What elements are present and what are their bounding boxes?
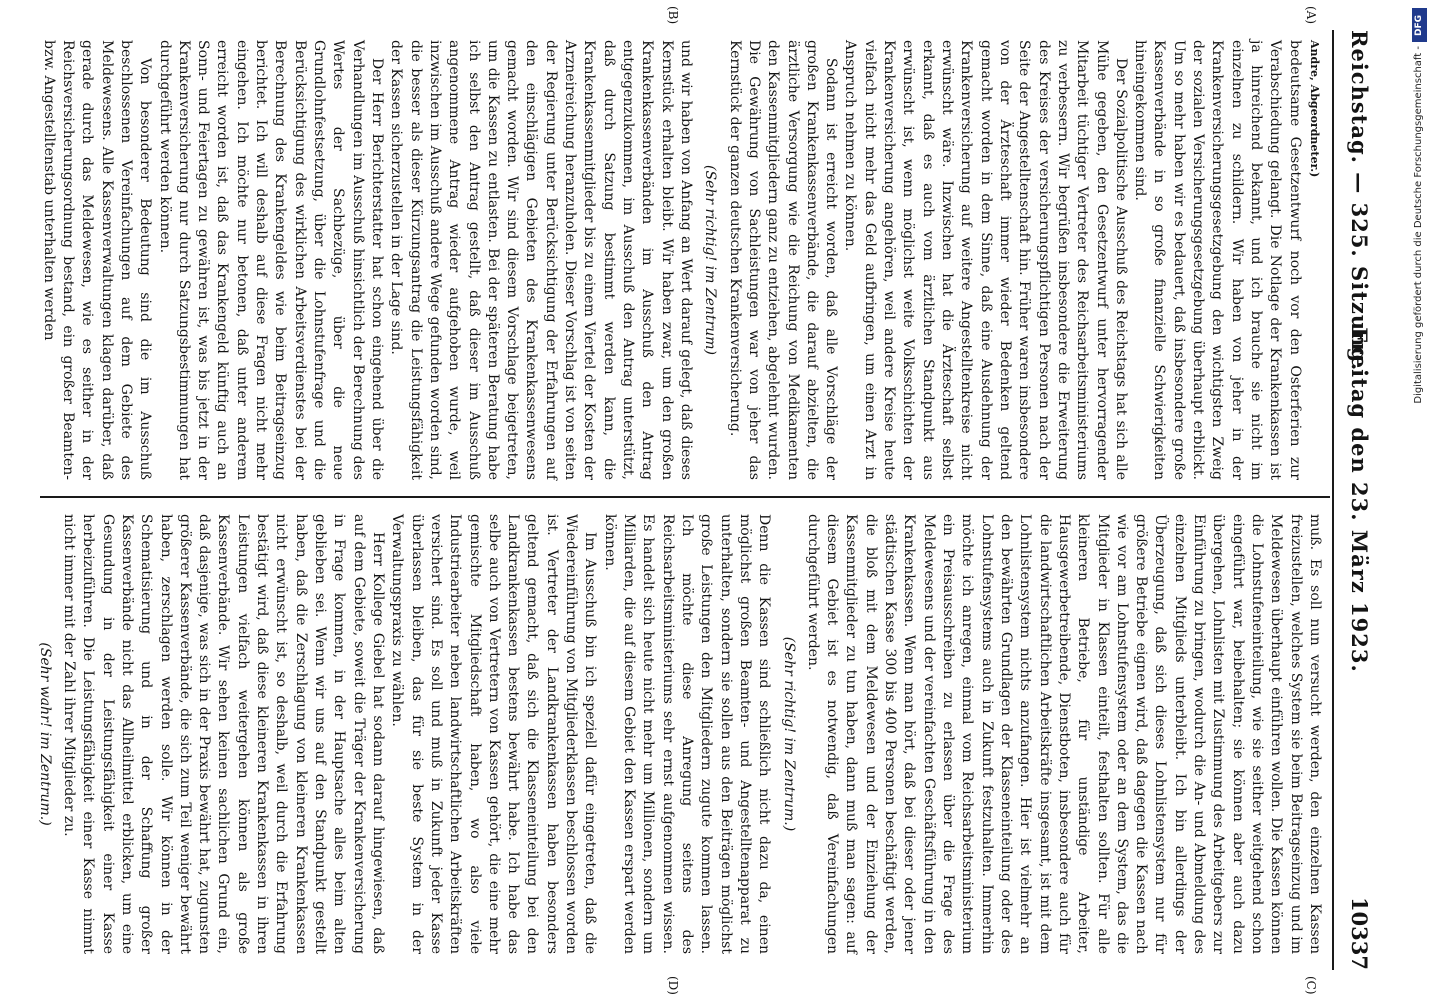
- credit-text: Digitalisierung gefördert durch die Deutsche Forschungsgemeinschaft -: [1413, 46, 1424, 404]
- paragraph: Der Herr Berichterstatter hat schon eingehend über die Verhandlungen im Ausschuß hinsichtlich der Berechnung des Wertes der Sachbezüge, über die neue Grundlohnfestsetzung, über die Lohnstufenfrage und die Berücksichtigung des wirklichen Arbeitsverdienstes bei der Berechnung des Krankengeldes wie beim Beitragseinzug berichtet. Ich will deshalb auf diese Fragen nicht mehr eingehen. Ich möchte nur betonen, daß unter anderem erreicht worden ist, daß das Krankengeld künftig auch an Sonn- und Feiertagen zu gewähren ist, was bis jetzt in der Krankenversicherung nur durch Satzungsbestimmungen hat durchgeführt werden können.: [156, 40, 385, 480]
- left-column: [38, 40, 1324, 480]
- margin-mark-c: (C): [1304, 976, 1318, 995]
- speaker-attribution: Andre, Abgeordneter.): [1308, 40, 1321, 178]
- paragraph: und wir haben von Anfang an Wert darauf gelegt, daß dieses Kernstück erhalten bleibt. Wir haben zwar, um den großen Krankenkassenverbänden im Ausschuß den Antrag entgegenzukommen, im Ausschuß den Antrag unterstützt, daß durch Satzung bestimmt werden kann, die Krankenkassenmitglieder bis zu einem Viertel der Kosten der Arzneireichung heranzuholen. Dieser Vorschlag ist von seiten der Regierung unter Berücksichtigung der Erfahrungen auf den einschlägigen Gebieten des Krankenkassenwesens gemacht worden. Wir sind diesem Vorschlage beigetreten, um die Kassen zu entlasten. Bei der späteren Beratung habe ich selbst den Antrag gestellt, daß dieser im Ausschuß angenommene Antrag wieder aufgehoben wurde, weil inzwischen im Ausschuß andere Wege gefunden worden sind, die besser als dieser Kürzungsantrag die Leistungsfähigkeit der Kassen sicherzustellen in der Lage sind.: [388, 40, 694, 480]
- right-column: [29, 514, 1324, 954]
- header-rule: [1332, 30, 1334, 970]
- header-session: Reichstag. — 325. Sitzung.: [1347, 30, 1372, 372]
- closing-interjection: (Sehr wahr! im Zentrum.): [36, 642, 53, 826]
- dfg-logo: DFG: [1412, 8, 1427, 42]
- paragraph: Denn die Kassen sind schließlich nicht dazu da, einen möglichst großen Beamten- und Angestelltenapparat zu unterhalten, sondern sie sollen aus den Beiträgen möglichst große Leistungen den Mitgliedern zugute kommen lassen. Ich möchte diese Anregung seitens des Reichsarbeitsministeriums sehr ernst aufgenommen wissen. Es handelt sich heute nicht mehr um Millionen, sondern um Milliarden, die auf diesem Gebiet den Kassen erspart werden können.: [601, 514, 773, 954]
- interjection: (Sehr richtig! im Zentrum): [702, 165, 719, 355]
- paragraph: Im Ausschuß bin ich speziell dafür eingetreten, daß die Wiedereinführung von Mitgliederklassen beschlossen worden ist. Vertreter der Landkrankenkassen haben besonders geltend gemacht, daß sich die Klasseneinteilung bei den Landkrankenkassen bestens bewährt habe. Ich habe das selbe auch von Vertretern von Kassen gehört, die eine mehr gemischte Mitgliedschaft haben, wo also viele Industriearbeiter neben landwirtschaftlichen Arbeitskräften versichert sind. Es soll und muß in Zukunft jeder Kasse überlassen bleiben, das für sie beste System in der Verwaltungspraxis zu wählen.: [389, 514, 599, 954]
- paragraph: bedeutsame Gesetzentwurf noch vor den Osterferien zur Verabschiedung gelangt. Die Notlage der Krankenkassen ist ja hinreichend bekannt, und ich brauche sie nicht im einzelnen zu schildern. Wir haben von jeher in der Krankenversicherungsgesetzgebung den wichtigsten Zweig der sozialen Versicherungsgesetzgebung überhaupt erblickt. Um so mehr haben wir es bedauert, daß insbesondere große Kassenverbände in so große finanzielle Schwierigkeiten hineingekommen sind.: [1132, 40, 1303, 480]
- paragraph: Von besonderer Bedeutung sind die im Ausschuß beschlossenen Vereinfachungen auf dem Gebiete des Meldewesens. Alle Kassenverwaltungen klagen darüber, daß gerade durch das Meldewesen, wie es seither in der Reichsversicherungsordnung bestand, ein großer Beamten- bzw. Angestelltenstab unterhalten werden: [40, 40, 154, 480]
- page-number: 10337: [1347, 896, 1372, 970]
- header-date: Freitag den 23. März 1923.: [1347, 327, 1372, 673]
- paragraph: Der Sozialpolitische Ausschuß des Reichstags hat sich alle Mühe gegeben, den Gesetzentwurf unter hervorragender Mitarbeit tüchtiger Vertreter des Reichsarbeitsministeriums zu verbessern. Wir begrüßen insbesondere die Erweiterung des Kreises der versicherungspflichtigen Personen nach der Seite der Angestelltenschaft hin. Früher waren insbesondere von der Ärzteschaft immer wieder Bedenken geltend gemacht worden in dem Sinne, daß eine Ausdehnung der Krankenversicherung auf weitere Angestelltenkreise nicht erwünscht wäre. Inzwischen hat die Ärzteschaft selbst erkannt, daß es auch vom ärztlichen Standpunkt aus erwünscht ist, wenn möglichst weite Volksschichten der Krankenversicherung angehören, weil andere Kreise heute vielfach nicht mehr das Geld aufbringen, um einen Arzt in Anspruch nehmen zu können.: [842, 40, 1129, 480]
- margin-mark-d: (D): [666, 976, 680, 995]
- paragraph: Herr Kollege Giebel hat sodann darauf hingewiesen, daß auf dem Gebiete, soweit die Träger der Krankenversicherung in Frage kommen, in der Hauptsache alles beim alten geblieben sei. Wenn wir uns auf den Standpunkt gestellt haben, daß die Zerschlagung von kleineren Krankenkassen nicht erwünscht ist, so deshalb, weil durch die Erfahrung bestätigt wird, daß diese kleineren Krankenkassen in ihren Leistungen vielfach weitergehen können als große Kassenverbände. Wir sehen keinen sachlichen Grund ein, daß dasjenige, was sich in der Praxis bewährt hat, zugunsten größerer Kassenverbände, die sich zum Teil weniger bewährt haben, zerschlagen werden solle. Wir können in der Schematisierung und in der Schaffung großer Kassenverbände nicht das Allheilmittel erblicken, um eine Gesundung in der Leistungsfähigkeit einer Kasse herbeizuführen. Die Leistungsfähigkeit einer Kasse nimmt nicht immer mit der Zahl ihrer Mitglieder zu.: [61, 514, 386, 954]
- paragraph: muß. Es soll nun versucht werden, den einzelnen Kassen freizustellen, welches System sie beim Beitragseinzug und im Meldewesen überhaupt einführen wollen. Die Kassen können die Lohnstufeneinteilung, wie sie seither weitgehend schon eingeführt war, beibehalten; sie können aber auch dazu übergehen, Lohnlisten mit Zustimmung des Arbeitgebers zur Einführung zu bringen, wodurch die An- und Abmeldung des einzelnen Mitglieds unterbleibt. Ich bin allerdings der Überzeugung, daß sich dieses Lohnlistensystem nur für größere Betriebe eignen wird, daß dagegen die Kassen nach wie vor am Lohnstufensystem oder an dem System, das die Mitglieder in Klassen einteilt, festhalten sollten. Für alle kleineren Betriebe, für unständige Arbeiter, Hausgewerbetreibende, Dienstboten, insbesondere auch für die landwirtschaftlichen Arbeitskräfte insgesamt, ist mit dem Lohnlistensystem nichts anzufangen. Hier ist vielmehr an den bewährten Grundlagen der Klasseneinteilung oder des Lohnstufensystems auch in Zukunft festzuhalten. Immerhin möchte ich anregen, einmal vom Reichsarbeitsministerium ein Preisausschreiben zu erlassen über die Frage des Meldewesens und der vereinfachten Geschäftsführung in den Krankenkassen. Wenn man hört, daß bei dieser oder jener städtischen Kasse 300 bis 400 Personen beschäftigt werden, die bloß mit dem Meldewesen und der Einziehung der Kassenmitglieder zu tun haben, dann muß man sagen: auf diesem Gebiet ist es notwendig, daß Vereinfachungen durchgeführt werden.: [804, 514, 1323, 954]
- interjection: (Sehr richtig! im Zentrum.): [780, 636, 797, 832]
- paragraph: Sodann ist erreicht worden, daß alle Vorschläge der großen Krankenkassenverbände, die darauf abzielten, die ärztliche Versorgung wie die Reichung von Medikamenten den Kassenmitgliedern ganz zu entziehen, abgelehnt wurden. Die Gewährung von Sachleistungen war von jeher das Kernstück der ganzen deutschen Krankenversicherung.: [726, 40, 840, 480]
- column-divider: [40, 496, 1330, 498]
- margin-mark-b: (B): [666, 6, 680, 25]
- digitization-credit: [1410, 6, 1430, 996]
- page-header: [1338, 30, 1372, 970]
- margin-mark-a: (A): [1304, 6, 1318, 25]
